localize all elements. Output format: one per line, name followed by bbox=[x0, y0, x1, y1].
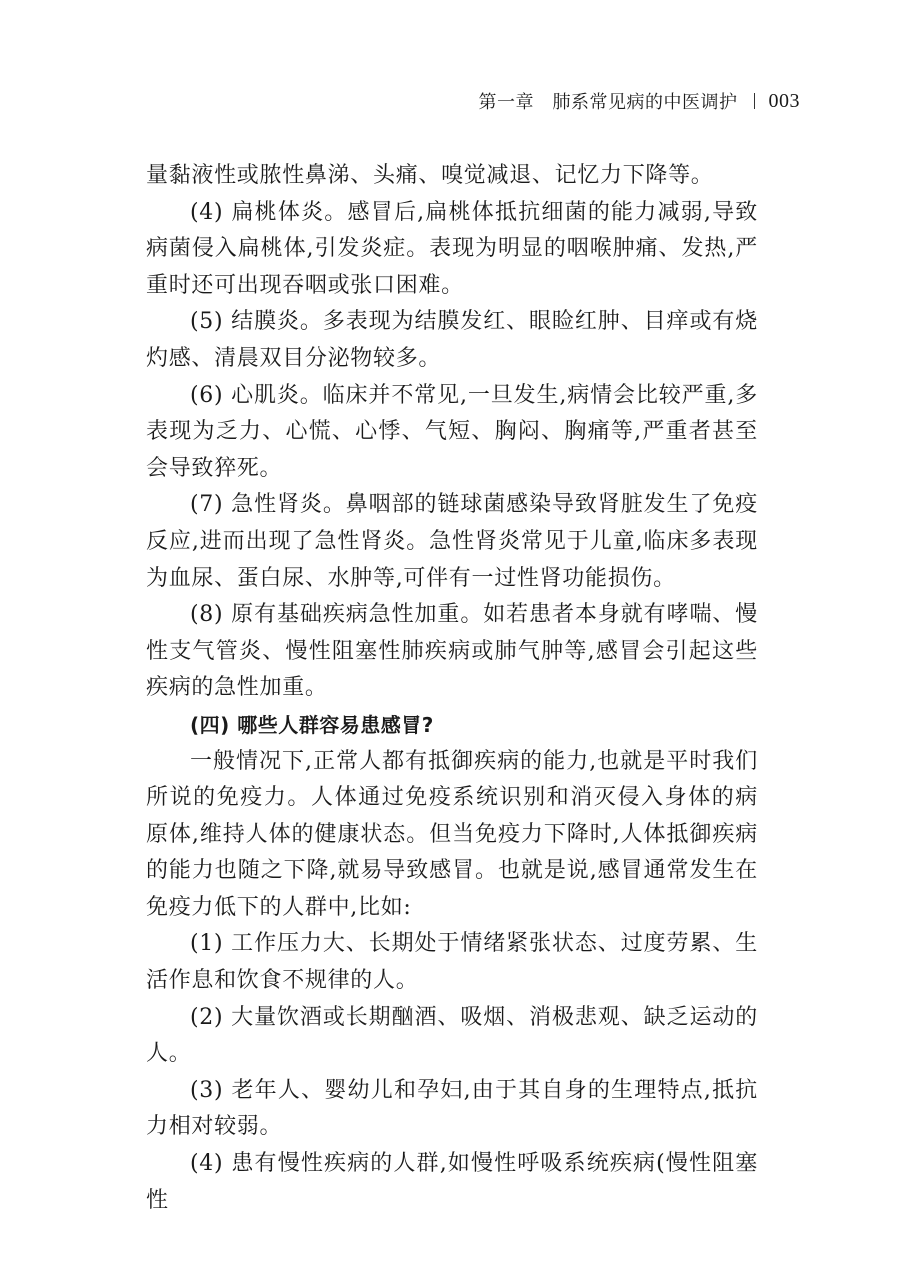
section-heading: (四) 哪些人群容易患感冒? bbox=[190, 712, 434, 737]
chapter-title: 第一章 肺系常见病的中医调护 bbox=[478, 92, 738, 113]
paragraph-continuation: 量黏液性或脓性鼻涕、头痛、嗅觉减退、记忆力下降等。 bbox=[146, 163, 714, 188]
paragraph-immunity-intro: 一般情况下,正常人都有抵御疾病的能力,也就是平时我们所说的免疫力。人体通过免疫系统识别和消灭侵入身体的病原体,维持人体的健康状态。但当免疫力下降时,人体抵御疾病的能力也随之下降,就易导致感冒。也就是说,感冒通常发生在免疫力低下的人群中,比如: bbox=[146, 748, 758, 920]
header-separator bbox=[754, 93, 755, 109]
paragraph-tonsillitis: (4) 扁桃体炎。感冒后,扁桃体抵抗细菌的能力减弱,导致病菌侵入扁桃体,引发炎症。表现为明显的咽喉肿痛、发热,严重时还可出现吞咽或张口困难。 bbox=[146, 199, 758, 298]
paragraph-myocarditis: (6) 心肌炎。临床并不常见,一旦发生,病情会比较严重,多表现为乏力、心慌、心悸、气短、胸闷、胸痛等,严重者甚至会导致猝死。 bbox=[146, 382, 758, 481]
page-body bbox=[146, 158, 758, 1219]
list-item-stress: (1) 工作压力大、长期处于情绪紧张状态、过度劳累、生活作息和饮食不规律的人。 bbox=[146, 931, 758, 994]
list-item-elderly-infants: (3) 老年人、婴幼儿和孕妇,由于其自身的生理特点,抵抗力相对较弱。 bbox=[146, 1077, 758, 1140]
paragraph-underlying-disease: (8) 原有基础疾病急性加重。如若患者本身就有哮喘、慢性支气管炎、慢性阻塞性肺疾病或肺气肿等,感冒会引起这些疾病的急性加重。 bbox=[146, 602, 758, 701]
page-number: 003 bbox=[768, 89, 800, 112]
paragraph-conjunctivitis: (5) 结膜炎。多表现为结膜发红、眼睑红肿、目痒或有烧灼感、清晨双目分泌物较多。 bbox=[146, 309, 758, 371]
running-header bbox=[479, 89, 801, 113]
paragraph-nephritis: (7) 急性肾炎。鼻咽部的链球菌感染导致肾脏发生了免疫反应,进而出现了急性肾炎。急性肾炎常见于儿童,临床多表现为血尿、蛋白尿、水肿等,可伴有一过性肾功能损伤。 bbox=[146, 492, 758, 591]
list-item-chronic-disease: (4) 患有慢性疾病的人群,如慢性呼吸系统疾病(慢性阻塞性 bbox=[146, 1151, 758, 1213]
list-item-alcohol: (2) 大量饮酒或长期酗酒、吸烟、消极悲观、缺乏运动的人。 bbox=[146, 1004, 758, 1067]
